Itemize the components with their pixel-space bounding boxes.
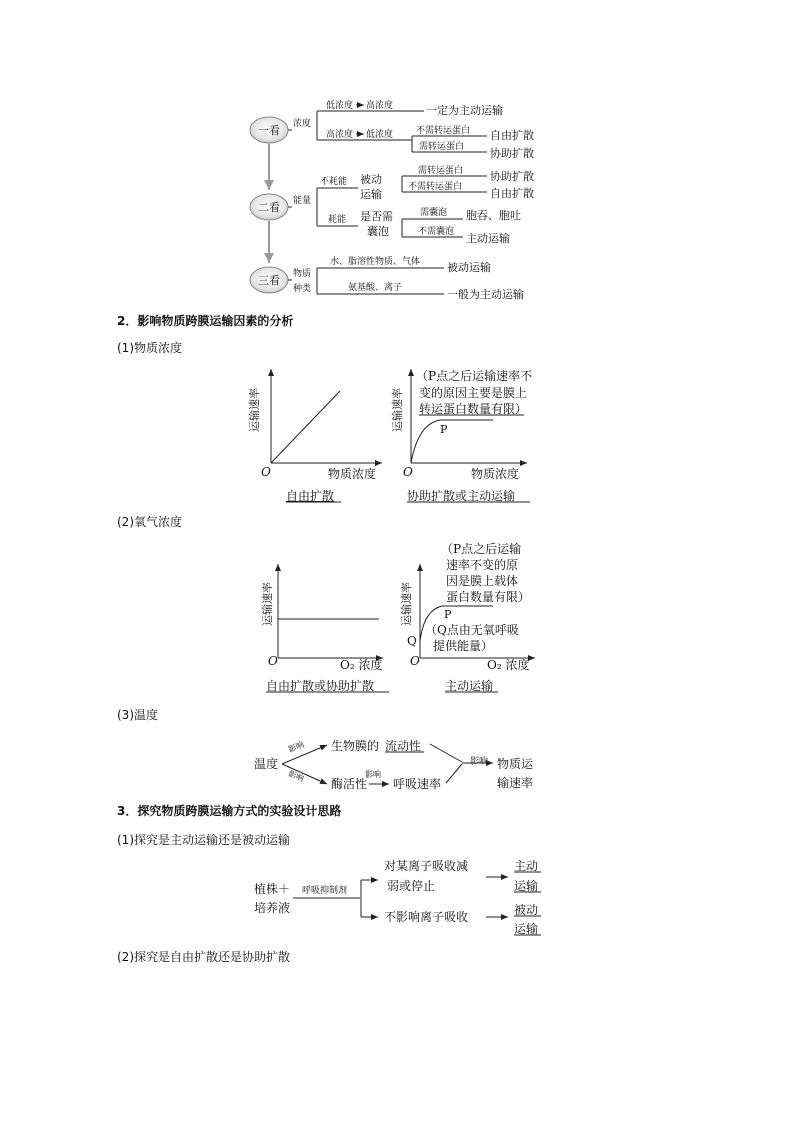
note-line-3: 因是膜上载体 [446,574,519,588]
need-carrier-label: 需转运蛋白 [418,166,464,176]
vesicle-question-1: 是否需 [360,210,393,223]
low-conc-label: 低浓度 [326,101,354,111]
section3-sub1: (1)探究是主动运输还是被动运输 [117,833,290,847]
active-answer-1: 主动 [514,859,539,873]
transport-rate-line-1: 物质运 [497,757,534,771]
x-axis-label: 物质浓度 [328,467,377,481]
water-lipid-gas-label: 水、脂溶性物质、气体 [330,257,421,267]
energy-label: 耗能 [328,215,347,225]
experiment-diagram [254,858,541,936]
section2-sub3: (3)温度 [117,708,158,722]
look3-label: 三看 [258,274,280,287]
note-line-2: 变的原因主要是膜上 [419,386,528,400]
result-facilitated-diffusion: 协助扩散 [490,170,534,183]
temperature-diagram [254,738,534,791]
note-line-4: 蛋白数量有限） [446,590,531,604]
result-facilitated-diffusion: 协助扩散 [490,147,534,160]
merge-line [446,764,462,783]
inhibited-line-2: 弱或停止 [387,879,436,893]
caption-simple-diffusion: 自由扩散 [286,489,335,503]
vesicle-question-2: 囊泡 [367,225,389,238]
inhibitor-label: 呼吸抑制剂 [302,886,348,896]
origin-label: O [403,465,413,479]
origin-label: O [261,465,271,479]
section2-sub2: (2)氧气浓度 [117,515,182,529]
graph-conc-facilitated [390,368,532,503]
point-p-label: P [444,608,452,621]
passive-answer-1: 被动 [514,903,539,917]
caption-passive: 自由扩散或协助扩散 [266,679,375,693]
section3-heading: 3．探究物质跨膜运输方式的实验设计思路 [117,804,342,818]
enzyme-activity-label: 酶活性 [331,777,368,791]
high-conc-label: 高浓度 [326,130,354,140]
origin-label: O [268,654,278,668]
high-conc-label: 高浓度 [366,101,394,111]
amino-ion-label: 氨基酸、离子 [348,283,403,293]
result-endo-exocytosis: 胞吞、胞吐 [466,209,521,222]
result-generally-active: 一般为主动运输 [447,288,524,301]
result-simple-diffusion: 自由扩散 [490,129,534,142]
plant-label-2: 培养液 [254,901,291,915]
temperature-label: 温度 [254,757,279,771]
no-carrier-label: 不需转运蛋白 [408,182,463,192]
rate-line [271,391,340,463]
caption-facilitated-or-active: 协助扩散或主动运输 [407,489,516,503]
plant-label-1: 植株＋ [254,882,291,896]
passive-answer-2: 运输 [514,922,539,936]
graph-conc-simple [247,369,382,503]
passive-label-1: 被动 [360,173,382,186]
no-carrier-label: 不需转运蛋白 [416,126,471,136]
graph-o2-active [399,541,535,693]
membrane-label: 生物膜的 [331,739,380,753]
active-answer-2: 运输 [514,879,539,893]
effect-label: 影响 [287,739,306,755]
y-axis-label: 运输速率 [400,582,413,626]
note-line-1: （P点之后运输速率不 [416,369,533,383]
fluidity-label: 流动性 [385,739,422,753]
point-q-label: Q [407,634,417,648]
flowchart [250,99,534,301]
no-effect-label: 不影响离子吸收 [384,910,469,924]
origin-label: O [410,654,420,668]
nengliang-label: 能量 [293,196,312,206]
passive-label-2: 运输 [360,188,382,201]
no-energy-label: 不耗能 [320,177,348,187]
note-q-line-2: 提供能量） [433,639,494,653]
nongdu-label: 浓度 [293,119,312,129]
x-axis-label: 物质浓度 [471,467,520,481]
note-line-2: 速率不变的原 [446,558,519,572]
y-axis-label: 运输速率 [391,388,404,432]
section2-sub1: (1)物质浓度 [117,341,182,355]
inhibited-line-1: 对某离子吸收减 [384,859,469,873]
result-passive-transport: 被动运输 [447,261,491,274]
result-definitely-active: 一定为主动运输 [426,104,503,117]
result-simple-diffusion: 自由扩散 [490,187,534,200]
caption-active: 主动运输 [445,679,494,693]
need-carrier-label: 需转运蛋白 [419,142,465,152]
note-line-3: 转运蛋白数量有限） [419,402,528,416]
note-q-line-1: （Q点由无氧呼吸 [425,623,519,637]
merge-line [430,744,462,762]
section2-heading: 2．影响物质跨膜运输因素的分析 [117,314,294,328]
effect-label: 影响 [470,757,489,767]
transport-rate-line-2: 输速率 [497,776,534,790]
low-conc-label: 低浓度 [366,130,394,140]
y-axis-label: 运输速率 [261,582,274,626]
graph-o2-passive [260,564,389,693]
look2-label: 二看 [258,201,280,214]
need-vesicle-label: 需囊泡 [420,208,448,218]
rate-curve [411,420,493,463]
substance-label-2: 种类 [293,284,312,294]
section3-sub2: (2)探究是自由扩散还是协助扩散 [117,950,290,964]
note-line-1: （P点之后运输 [441,542,522,556]
substance-label-1: 物质 [293,269,312,279]
effect-label: 影响 [286,769,306,784]
x-axis-label: O₂ 浓度 [340,658,383,672]
look1-label: 一看 [258,124,280,137]
effect-label: 影响 [365,770,381,779]
point-p-label: P [440,423,448,436]
y-axis-label: 运输速率 [248,388,261,432]
no-vesicle-label: 不需囊泡 [418,227,455,237]
result-active-transport: 主动运输 [466,232,510,245]
x-axis-label: O₂ 浓度 [487,658,530,672]
respiration-rate-label: 呼吸速率 [393,777,442,791]
